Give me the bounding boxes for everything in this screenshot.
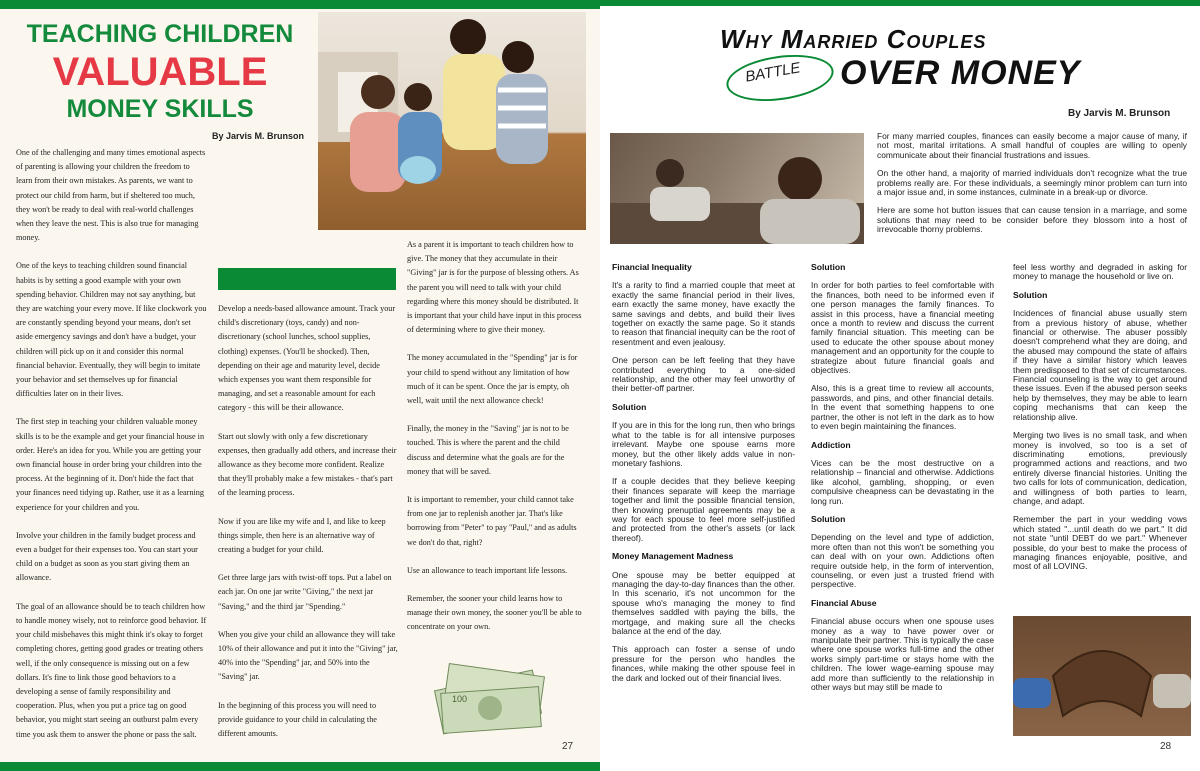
paragraph: Develop a needs-based allowance amount. Track your child's discretionary (toys, candy) and non-discretionary (school lunches, school supplies, clothing) expenses. (You'll be shocked). Then, depending on their age and maturity level, decide which expenses you want them responsible for managing, and set a reasonable amount for each category - this will be their allowance. bbox=[218, 304, 396, 413]
section-heading: Addiction bbox=[811, 439, 851, 450]
paragraph: When you give your child an allowance they will take 10% of their allowance and put it into the "Giving" jar, 40% into the "Spending" jar, and 50% into the "Saving" jar. bbox=[218, 629, 398, 682]
paragraph: Depending on the level and type of addiction, more often than not this won't be something you can deal with on your own. Addictions often require outside help, in the form of intervention, counseling, or even just a trusted friend with perspective. bbox=[811, 532, 994, 590]
right-column-2 bbox=[811, 263, 994, 701]
couple-illustration bbox=[610, 133, 864, 244]
title-circled-word: BATTLE bbox=[743, 59, 802, 86]
paragraph: The goal of an allowance should be to teach children how to handle money wisely, not to reinforce good behavior. If your child misbehaves this might think it's okay to forget completing chores, getting good grades or treating others well, if the only consequence is missing out on a few dollars. It's fine to link those good behaviors to a developing a sense of family responsibility and cooperation. Plus, when you put a price tag on good behavior, you might start seeing an outburst palm every time you ask them to answer the phone or pass the salt. bbox=[16, 601, 207, 739]
paragraph: In order for both parties to feel comfortable with the finances, both need to be informed even if one person manages the family finances. To assist in this process, have a financial meeting once a month to review and discuss the current family financial situation. This meeting can be used to educate the other spouse about money management and an opportunity for the couple to strategize about future financial goals and objectives. bbox=[811, 280, 994, 376]
intro bbox=[877, 132, 1187, 244]
empty-wallet-photo bbox=[1013, 616, 1191, 736]
left-column-1 bbox=[16, 146, 208, 756]
paragraph: Involve your children in the family budget process and even a budget for their expenses too. You can start your child on a budget as soon as you start giving them an allowance. bbox=[16, 530, 198, 583]
paragraph: Use an allowance to teach important life lessons. bbox=[407, 565, 568, 575]
paragraph: In the beginning of this process you will need to provide guidance to your child in calculating the different amounts. bbox=[218, 700, 377, 739]
section-heading: Financial Abuse bbox=[811, 597, 877, 608]
section-heading: Financial Inequality bbox=[612, 262, 692, 272]
right-column-3 bbox=[1013, 263, 1187, 581]
paragraph: One of the challenging and many times emotional aspects of parenting is allowing your children the freedom to learn from their own mistakes. As parents, we want to protect our child from harm, but if sheltered too much, they won't be ready to deal with real-world challenges when they leave the nest. This is also true for managing money. bbox=[16, 148, 206, 243]
paragraph: If you are in this for the long run, then who brings what to the table is for all intensive purposes irrelevant. Maybe one spouse earns more money, but the other likely adds value in non-monetary fashions. bbox=[612, 420, 795, 468]
paragraph: One person can be left feeling that they have contributed everything to a one-sided relationship, and the other may feel unworthy of their better-off partner. bbox=[612, 355, 795, 394]
paragraph: Vices can be the most destructive on a relationship – financial and otherwise. Addictions like alcohol, gambling, shopping, or even compulsive cheapness can be devastating in the long run. bbox=[811, 457, 994, 506]
title-line1: Why Married Couples bbox=[720, 24, 987, 54]
left-column-2 bbox=[218, 302, 398, 755]
paragraph: For many married couples, finances can easily become a major cause of many, if not most, marital irritations. A small handful of couples are willing to openly communicate about their financial frustrations and issues. bbox=[877, 131, 1187, 160]
byline: By Jarvis M. Brunson bbox=[212, 131, 305, 141]
page-28 bbox=[600, 0, 1200, 771]
paragraph: It's a rarity to find a married couple that meet at exactly the same financial period in their lives, earn exactly the same money, have exactly the same savings and debts, and build their lives together on exactly the same page. So it stands to reason that financial inequity can be the root of resentment and even jealousy. bbox=[612, 280, 795, 347]
paragraph: Remember the part in your wedding vows which stated "...until death do we part." It did not state "until DEBT do we part." Whenever possible, do your best to make the process of managing finances enjoyable, positive, and most of all LOVING. bbox=[1013, 514, 1187, 572]
paragraph: One of the keys to teaching children sound financial habits is by setting a good example with your own spending behavior. Children may not say anything, but they are watching your every move. If like clockwork you are constantly spending beyond your means, don't set aside emergency savings and don't have a budget, your children will pick up on it and consider this normal financial behavior. Eventually, they will begin to imitate your behavior and set themselves up for financial difficulties later on in their lives. bbox=[16, 261, 207, 399]
family-illustration bbox=[318, 12, 586, 230]
page-number: 28 bbox=[1160, 741, 1172, 752]
paragraph: On the other hand, a majority of married individuals don't recognize what the true problems really are. For these individuals, a seemingly minor problem can turn into a major issue and, in some instances, culminate in a break-up or divorce. bbox=[877, 168, 1187, 198]
paragraph: Also, this is a great time to review all accounts, passwords, and pins, and other financial details. In the event that something happens to one partner, the other is not left in the dark as to how to even begin maintaining the finances. bbox=[811, 383, 994, 432]
money-image bbox=[432, 650, 552, 740]
left-column-3 bbox=[407, 238, 585, 649]
paragraph: Merging two lives is no small task, and when money is involved, so too is a set of discriminating emotions, previously programmed actions and reactions, and two entirely diverse financial histories. Uniting the two calls for lots of communication, dedication, and willingness of both parties to learn, change, and adapt. bbox=[1013, 430, 1187, 506]
right-column-1 bbox=[612, 263, 795, 692]
section-heading: Solution bbox=[612, 401, 647, 412]
paragraph: feel less worthy and degraded in asking for money to manage the household or live on. bbox=[1013, 262, 1187, 282]
paragraph: The money accumulated in the "Spending" jar is for your child to spend without any limitation of how much of it can be spent. Once the jar is empty, oh well, wait until the next allowance check! bbox=[407, 353, 578, 406]
green-accent-block bbox=[218, 268, 396, 290]
title-line2: VALUABLE bbox=[52, 50, 268, 94]
bottom-green-band bbox=[0, 762, 600, 771]
paragraph: It is important to remember, your child cannot take from one jar to replenish another jar. That's like borrowing from "Peter" to pay "Paul," and as adults we don't do that, right? bbox=[407, 495, 577, 547]
paragraph: Incidences of financial abuse usually stem from a previous history of abuse, whether financial or otherwise. The abuser possibly doesn't comprehend what they are doing, and the abused may compound the state of affairs if they have a similar history which leaves them predisposed to that set of circumstances. Financial counseling is the way to get around these issues. Even if the abused person seeks help by themselves, they may be able to learn coping mechanisms that can keep the relationship alive. bbox=[1013, 308, 1187, 422]
paragraph: Remember, the sooner your child learns how to manage their own money, the sooner you'll be able to concentrate on your own. bbox=[407, 594, 582, 632]
section-heading: Solution bbox=[1013, 289, 1048, 300]
family-photo bbox=[318, 12, 586, 230]
top-green-band bbox=[0, 0, 600, 9]
paragraph: If a couple decides that they believe keeping their finances separate will keep the marriage together and limit the possible financial tension, then knowing prenuptial agreements may be a way for each spouse to feel more self-justified and protected from the other's assets (or lack thereof). bbox=[612, 476, 795, 543]
paragraph: Get three large jars with twist-off tops. Put a label on each jar. On one jar write "Giving," the next jar "Saving," and the third jar "Spending." bbox=[218, 573, 392, 611]
section-heading: Money Management Madness bbox=[612, 551, 734, 562]
paragraph: Now if you are like my wife and I, and like to keep things simple, then here is an alternative way of creating a budget for your child. bbox=[218, 516, 386, 555]
paragraph: As a parent it is important to teach children how to give. The money that they accumulate in their "Giving" jar is for the purpose of blessing others. As the parent you will need to talk with your child regarding where this money should be distributed. It is important that your child have input in this process of determining where to give their money. bbox=[407, 240, 582, 335]
top-green-band bbox=[600, 0, 1200, 6]
byline: By Jarvis M. Brunson bbox=[1068, 108, 1171, 119]
title-line1: TEACHING CHILDREN bbox=[26, 20, 294, 48]
paragraph: Start out slowly with only a few discretionary expenses, then gradually add others, and increase their allowance as they become more confident. Realize that they'll probably make a few mistakes - that's part of the learning process. bbox=[218, 431, 397, 498]
dollar-bills-illustration bbox=[432, 650, 552, 740]
title-line3: MONEY SKILLS bbox=[66, 95, 254, 123]
paragraph: Finally, the money in the "Saving" jar is not to be touched. This is where the parent and the child discuss and determine what the goals are for the money that will be saved. bbox=[407, 424, 569, 476]
svg-text:100: 100 bbox=[452, 694, 468, 704]
wallet-illustration bbox=[1013, 616, 1191, 736]
paragraph: One spouse may be better equipped at managing the day-to-day finances than the other. In this scenario, it's not uncommon for the spouse who's managing the money to find themselves saddled with paying the bills, the mortgage, and making sure all the checks balance at the end of the day. bbox=[612, 569, 795, 636]
paragraph: Here are some hot button issues that can cause tension in a marriage, and some solutions that may need to be consider before they blossom into a host of irrevocable thorny problems. bbox=[877, 205, 1187, 235]
paragraph: This approach can foster a sense of undo pressure for the person who handles the finances, while making the other spouse feel in the dark and locked out of their financial lives. bbox=[612, 644, 795, 683]
title-line2: OVER MONEY bbox=[840, 54, 1081, 92]
couple-photo bbox=[610, 133, 864, 244]
paragraph: The first step in teaching your children valuable money skills is to be the example and get your financial house in order. Here's an idea for you. While you are getting your own financial house in order bring your children into the process. At the beginning of it. Don't hide the fact that your finances need tidying up. Rather, use it as a learning experience for your children and you. bbox=[16, 417, 205, 512]
page-number: 27 bbox=[562, 741, 574, 752]
section-heading: Solution bbox=[811, 513, 846, 524]
section-heading: Solution bbox=[811, 262, 846, 272]
paragraph: Financial abuse occurs when one spouse uses money as a way to have power over or manipulate their partner. This is typically the case where one spouse works full-time and the other works simply part-time or stays home with the children. The lower wage-earning spouse may add more than sufficiently to the relationship in other ways but may still be made to bbox=[811, 616, 994, 693]
